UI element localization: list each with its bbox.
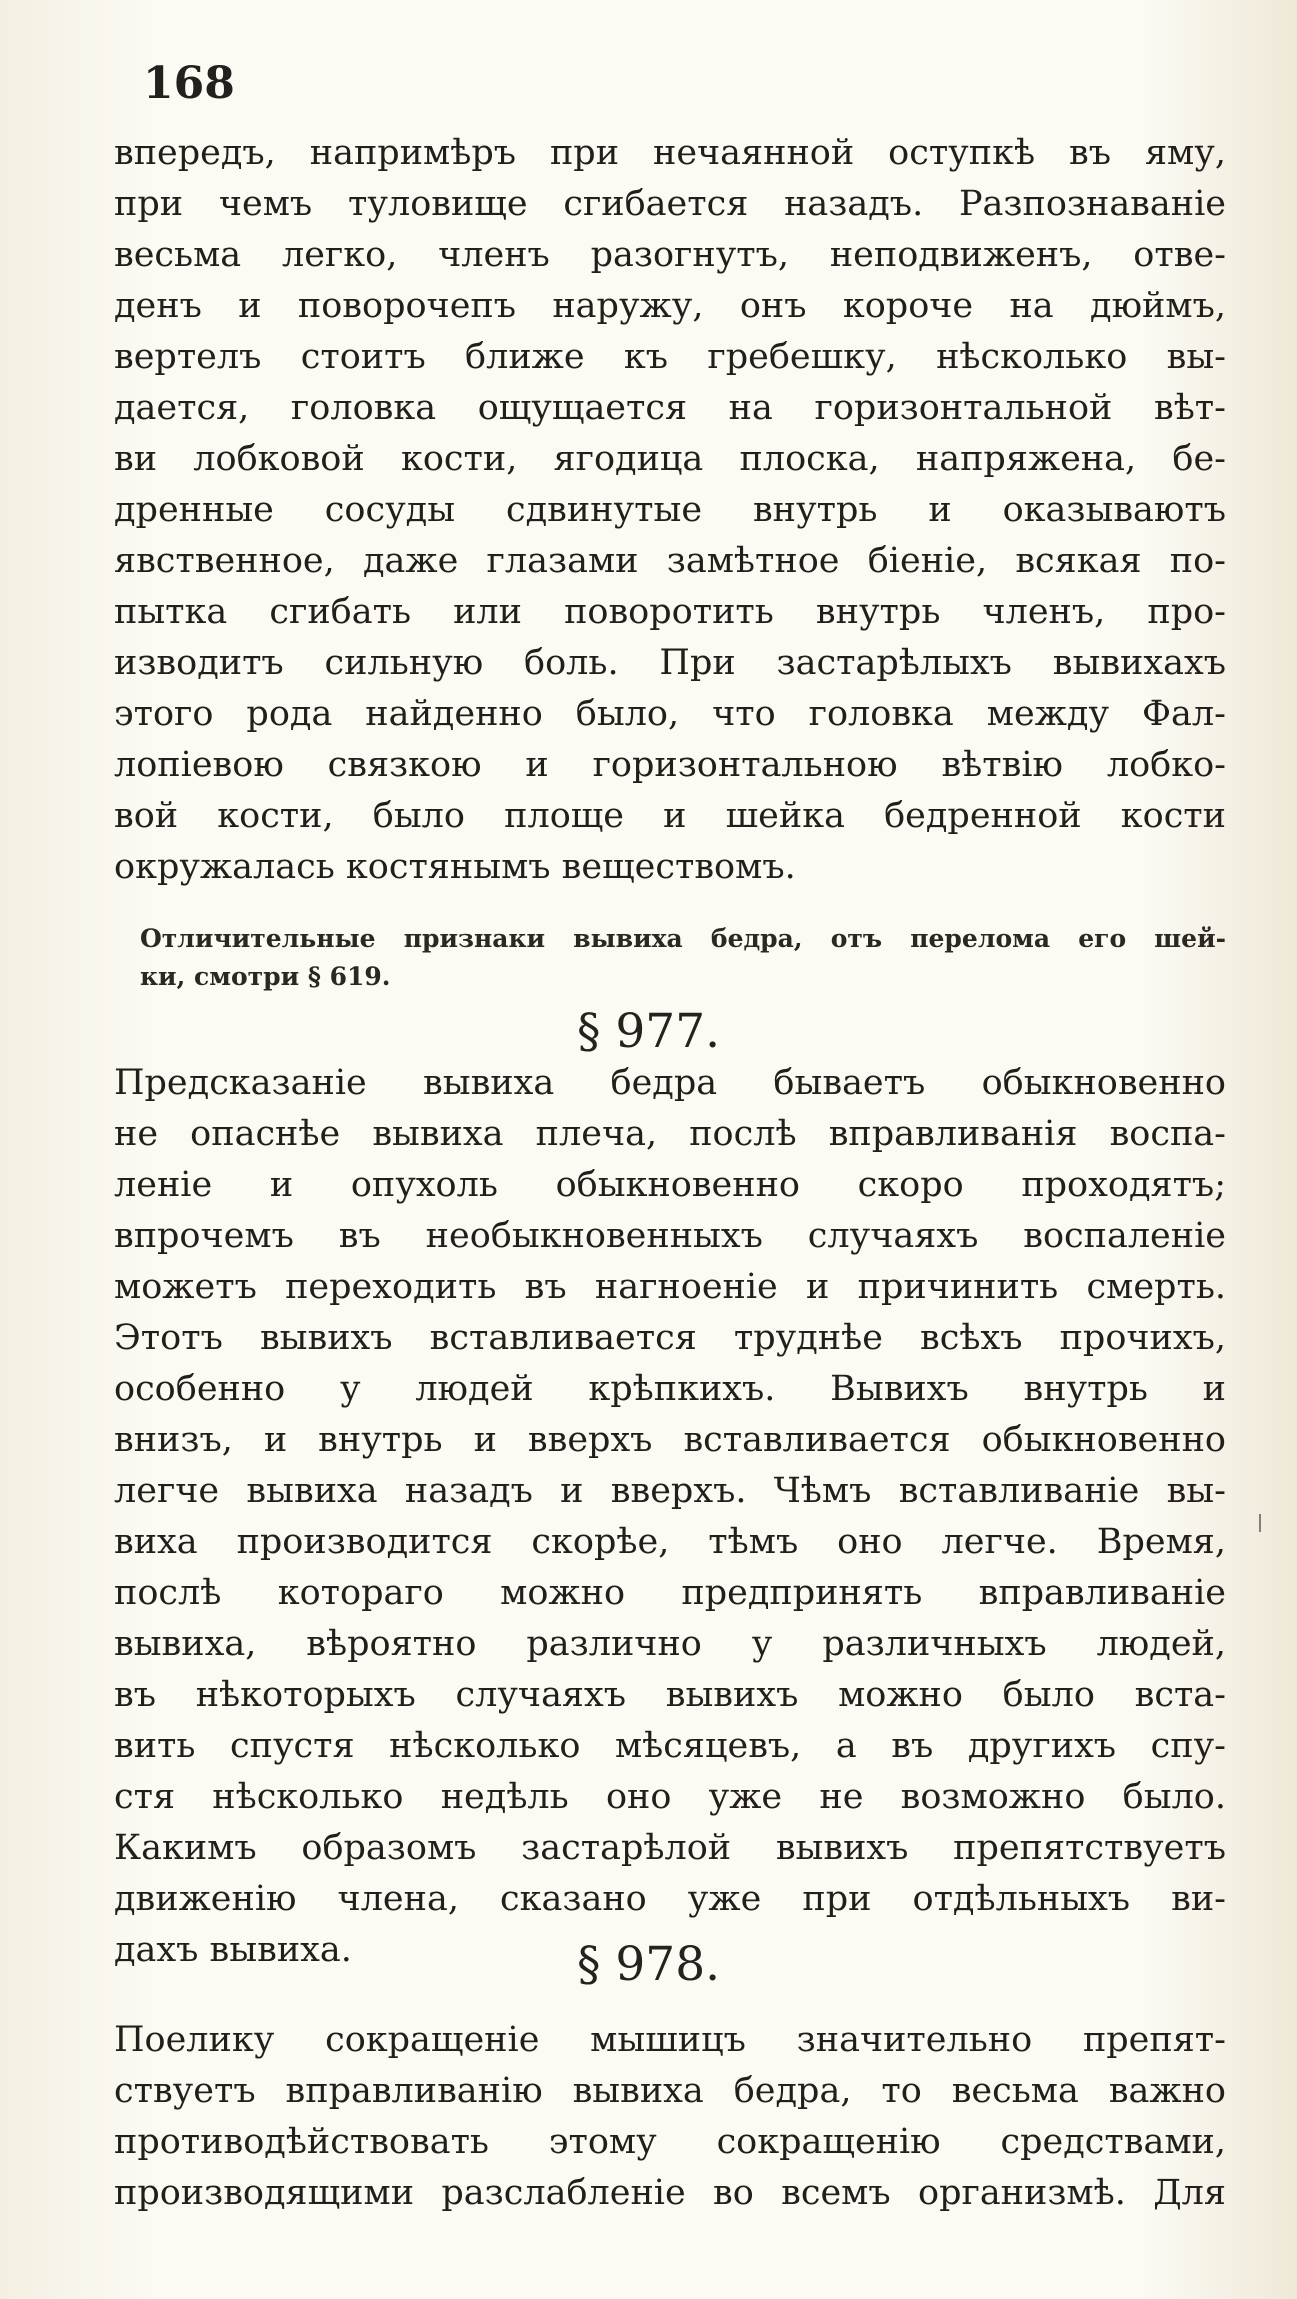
section-978-paragraph bbox=[114, 2015, 1226, 2219]
paragraph-line: Этотъ вывихъ вставливается труднѣе всѣхъ прочихъ, bbox=[114, 1318, 1226, 1358]
paragraph-line: изводитъ сильную боль. При застарѣлыхъ вывихахъ bbox=[114, 643, 1226, 683]
paragraph-line: ствуетъ вправливанiю вывиха бедра, то весьма важно bbox=[114, 2071, 1226, 2111]
ink-mark bbox=[1259, 1514, 1261, 1532]
paragraph-line: не опаснѣе вывиха плеча, послѣ вправливанiя воспа- bbox=[114, 1114, 1226, 1154]
paragraph-line: впередъ, напримѣръ при нечаянной оступкѣ въ яму, bbox=[114, 133, 1226, 173]
paragraph-line: вить спустя нѣсколько мѣсяцевъ, а въ другихъ спу- bbox=[114, 1726, 1226, 1766]
paragraph-line: можетъ переходить въ нагноенiе и причинить смерть. bbox=[114, 1267, 1226, 1307]
paragraph-line: этого рода найденно было, что головка между Фал- bbox=[114, 694, 1226, 734]
section-978-heading: § 978. bbox=[576, 1937, 721, 1992]
paragraph-line: ви лобковой кости, ягодица плоска, напряжена, бе- bbox=[114, 439, 1226, 479]
paragraph-line: вывиха, вѣроятно различно у различныхъ людей, bbox=[114, 1624, 1226, 1664]
paragraph-line: внизъ, и внутрь и вверхъ вставливается обыкновенно bbox=[114, 1420, 1226, 1460]
paragraph-line: вертелъ стоитъ ближе къ гребешку, нѣсколько вы- bbox=[114, 337, 1226, 377]
paragraph-line: послѣ котораго можно предпринять вправливанiе bbox=[114, 1573, 1226, 1613]
paragraph-line: денъ и поворочепъ наружу, онъ короче на дюймъ, bbox=[114, 286, 1226, 326]
note-line: Отличительные признаки вывиха бедра, отъ перелома его шей- bbox=[140, 924, 1226, 953]
note-line: ки, смотри § 619. bbox=[140, 962, 391, 991]
paragraph-line: виха производится скорѣе, тѣмъ оно легче. Время, bbox=[114, 1522, 1226, 1562]
paragraph-line: Предсказанiе вывиха бедра бываетъ обыкновенно bbox=[114, 1063, 1226, 1103]
paragraph-line: стя нѣсколько недѣль оно уже не возможно было. bbox=[114, 1777, 1226, 1817]
paragraph-line: движенiю члена, сказано уже при отдѣльныхъ ви- bbox=[114, 1879, 1226, 1919]
paragraph-line: Поелику сокращенiе мышицъ значительно препят- bbox=[114, 2020, 1226, 2060]
note-paragraph bbox=[140, 920, 1226, 996]
paragraph-line: ленiе и опухоль обыкновенно скоро проходятъ; bbox=[114, 1165, 1226, 1205]
paragraph-line: въ нѣкоторыхъ случаяхъ вывихъ можно было вста- bbox=[114, 1675, 1226, 1715]
paragraph-line: пытка сгибать или поворотить внутрь членъ, про- bbox=[114, 592, 1226, 632]
paragraph-line: впрочемъ въ необыкновенныхъ случаяхъ воспаленiе bbox=[114, 1216, 1226, 1256]
paragraph-line: легче вывиха назадъ и вверхъ. Чѣмъ вставливанiе вы- bbox=[114, 1471, 1226, 1511]
paragraph-line: явственное, даже глазами замѣтное бiенiе, всякая по- bbox=[114, 541, 1226, 581]
paragraph-line: окружалась костянымъ веществомъ. bbox=[114, 847, 796, 887]
paragraph-line: весьма легко, членъ разогнутъ, неподвиженъ, отве- bbox=[114, 235, 1226, 275]
section-977-paragraph bbox=[114, 1058, 1226, 1976]
paragraph-line: дренные сосуды сдвинутые внутрь и оказываютъ bbox=[114, 490, 1226, 530]
paragraph-line: Какимъ образомъ застарѣлой вывихъ препятствуетъ bbox=[114, 1828, 1226, 1868]
paragraph-line: особенно у людей крѣпкихъ. Вывихъ внутрь и bbox=[114, 1369, 1226, 1409]
paragraph-line: вой кости, было площе и шейка бедренной кости bbox=[114, 796, 1226, 836]
paragraph-line: при чемъ туловище сгибается назадъ. Разпознаванiе bbox=[114, 184, 1226, 224]
paragraph-line: противодѣйствовать этому сокращенiю средствами, bbox=[114, 2122, 1226, 2162]
paragraph-line: производящими разслабленiе во всемъ организмѣ. Для bbox=[114, 2173, 1226, 2213]
section-977-heading: § 977. bbox=[576, 1004, 721, 1059]
page-number: 168 bbox=[143, 58, 235, 109]
paragraph-line: дается, головка ощущается на горизонтальной вѣт- bbox=[114, 388, 1226, 428]
paragraph-line: лопiевою связкою и горизонтальною вѣтвiю лобко- bbox=[114, 745, 1226, 785]
paragraph-line: дахъ вывиха. bbox=[114, 1930, 352, 1970]
opening-paragraph bbox=[114, 128, 1226, 893]
